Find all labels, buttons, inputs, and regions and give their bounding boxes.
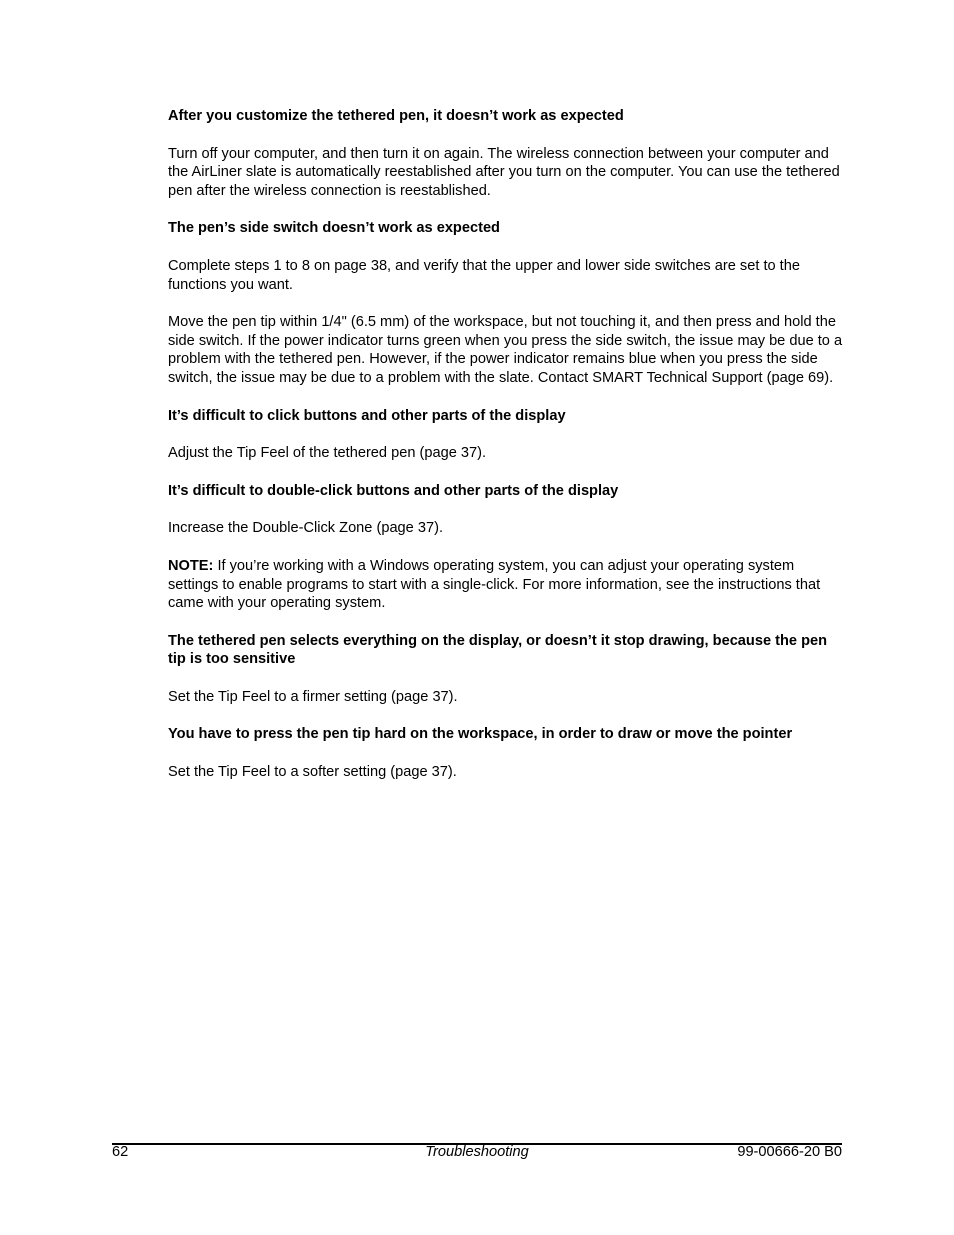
body-paragraph: Increase the Double-Click Zone (page 37). (168, 520, 443, 537)
body-paragraph: Complete steps 1 to 8 on page 38, and verify that the upper and lower side switches are set to the functions you want. (168, 257, 800, 293)
section-heading: The pen’s side switch doesn’t work as expected (168, 220, 500, 237)
note-text: If you’re working with a Windows operating system, you can adjust your operating system settings to enable programs to start with a single-click. For more information, see the instructions that came with your operating system. (168, 557, 821, 612)
page-body (168, 107, 844, 801)
body-paragraph: Turn off your computer, and then turn it on again. The wireless connection between your computer and the AirLiner slate is automatically reestablished after you turn on the computer. You can use the tethered pen after the wireless connection is reestablished. (168, 145, 840, 199)
body-paragraph: Set the Tip Feel to a firmer setting (page 37). (168, 688, 458, 705)
section-heading: It’s difficult to double-click buttons and other parts of the display (168, 482, 619, 499)
footer-section-title: Troubleshooting (425, 1144, 529, 1160)
body-paragraph: Move the pen tip within 1/4" (6.5 mm) of the workspace, but not touching it, and then press and hold the side switch. If the power indicator turns green when you press the side switch, the issue may be due to a problem with the tethered pen. However, if the power indicator remains blue when you press the side switch, the issue may be due to a problem with the slate. Contact SMART Technical Support (page 69). (168, 314, 843, 386)
footer-document-number: 99-00666-20 B0 (737, 1144, 842, 1160)
section-heading: After you customize the tethered pen, it doesn’t work as expected (168, 108, 624, 124)
footer-page-number: 62 (112, 1144, 129, 1160)
note-label: NOTE: (168, 557, 214, 574)
body-paragraph: Set the Tip Feel to a softer setting (page 37). (168, 764, 457, 781)
body-paragraph: Adjust the Tip Feel of the tethered pen (page 37). (168, 445, 487, 462)
note-paragraph (168, 557, 844, 613)
section-heading: You have to press the pen tip hard on the workspace, in order to draw or move the pointer (168, 726, 793, 743)
section-heading: It’s difficult to click buttons and other parts of the display (168, 407, 566, 424)
section-heading: The tethered pen selects everything on the display, or doesn’t it stop drawing, because the pen tip is too sensitive (168, 632, 828, 668)
